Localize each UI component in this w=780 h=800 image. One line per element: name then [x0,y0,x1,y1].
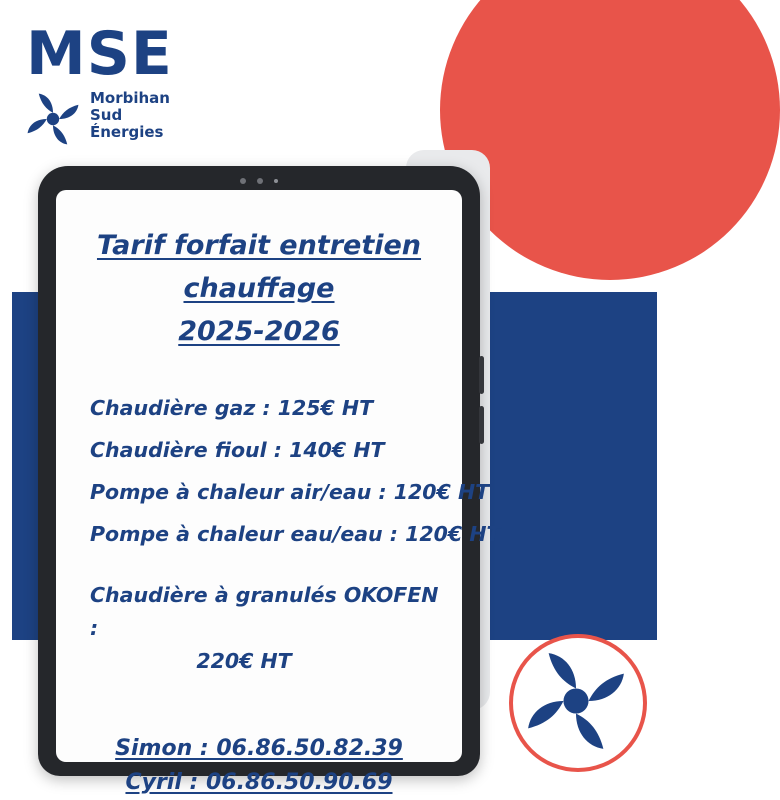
sensor-dot [257,178,263,184]
pellet-boiler-price [90,579,446,678]
poster-title-line-3: 2025-2026 [178,316,340,347]
poster-title-line-1: Tarif forfait entretien [96,230,422,261]
mic-dot [274,179,278,183]
list-item: Pompe à chaleur air/eau : 120€ HT [90,480,490,504]
logo-wordmark: MSE [26,19,173,89]
tablet-sensor-row [38,176,480,186]
poster-title-line-2: chauffage [183,273,335,304]
flower-logo-icon [519,644,633,758]
poster-title [72,224,446,353]
list-item: Pompe à chaleur eau/eau : 120€ HT [90,522,501,546]
logo-bottom-row [22,88,212,150]
price-list [72,387,501,555]
volume-down-button[interactable] [479,406,484,444]
contact-simon: Simon : 06.86.50.82.39 [115,736,403,761]
list-item: Chaudière fioul : 140€ HT [90,438,385,462]
tablet-device [38,166,501,795]
logo-name-line-3: Énergies [90,123,164,141]
volume-up-button[interactable] [479,356,484,394]
background-left-white-gap [0,292,12,640]
pellet-boiler-amount: 220€ HT [196,649,292,673]
tablet-screen [56,190,501,795]
contact-block [72,732,446,800]
contact-cyril: Cyril : 06.86.50.90.69 [125,770,393,795]
mse-logo [22,19,212,156]
pellet-boiler-label: Chaudière à granulés OKOFEN : [90,583,439,640]
flower-logo-icon [22,88,84,150]
flower-emblem-badge [509,634,647,772]
list-item: Chaudière gaz : 125€ HT [90,396,374,420]
logo-name-line-2: Sud [90,106,123,124]
logo-name-line-1: Morbihan [90,89,170,107]
camera-dot [240,178,246,184]
price-poster [56,190,501,795]
logo-company-name [90,90,170,141]
